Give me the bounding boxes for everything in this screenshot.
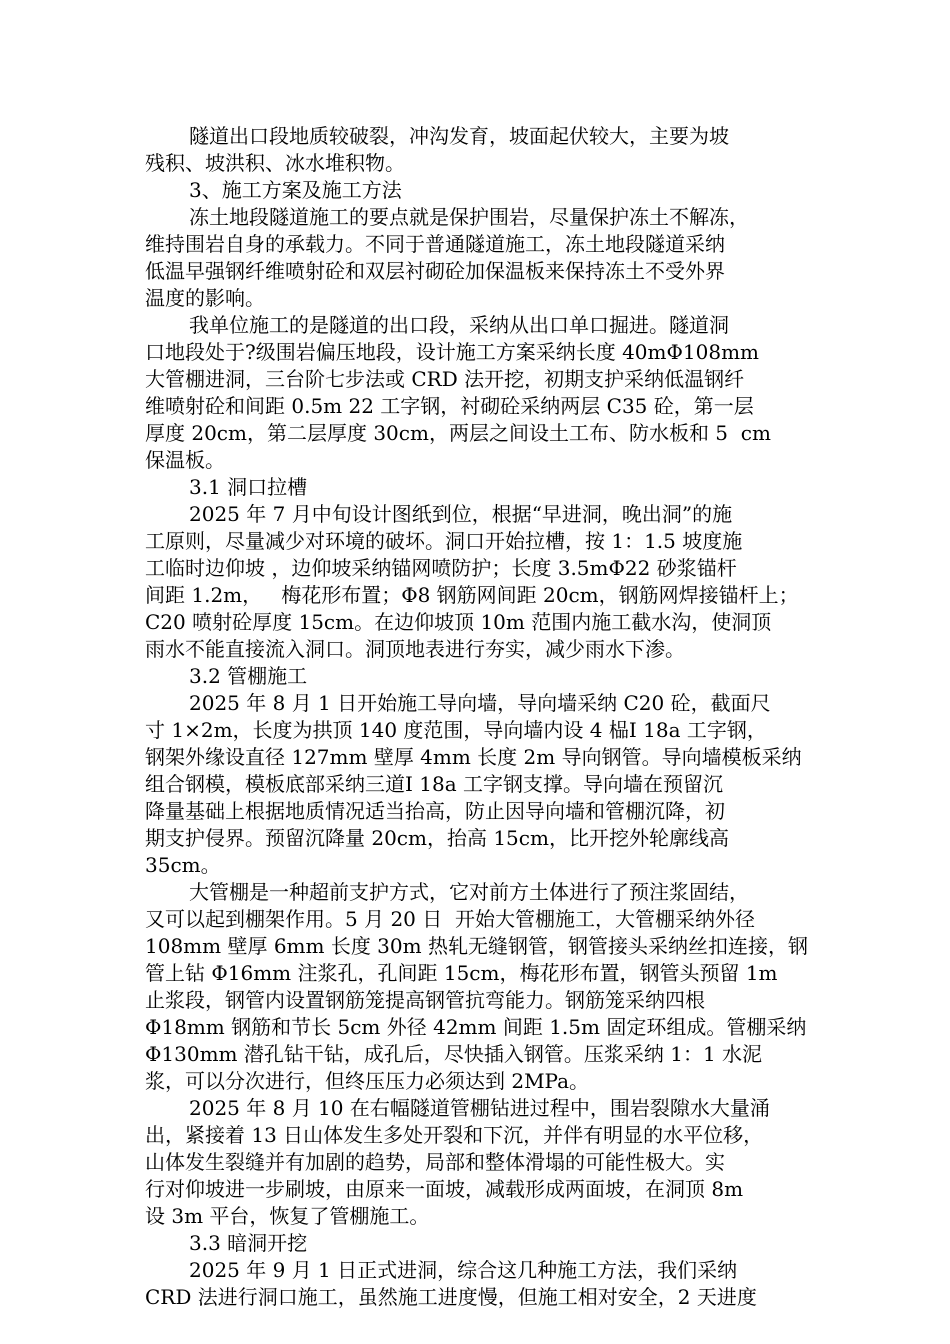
text-line: 山体发生裂缝并有加剧的趋势，局部和整体滑塌的可能性极大。实	[145, 1150, 725, 1174]
text-line: Φ18mm 钢筋和节长 5cm 外径 42mm 间距 1.5m 固定环组成。管棚采纳	[145, 1015, 807, 1039]
text-line: 钢架外缘设直径 127mm 壁厚 4mm 长度 2m 导向钢管。导向墙模板采纳	[145, 745, 802, 769]
text-line: 35cm。	[145, 853, 221, 877]
text-line: 降量基础上根据地质情况适当抬高，防止因导向墙和管棚沉降，初	[145, 799, 725, 823]
text-line: Φ130mm 潜孔钻干钻，成孔后，尽快插入钢管。压浆采纳 1：1 水泥	[145, 1042, 763, 1066]
text-line: 厚度 20cm，第二层厚度 30cm，两层之间设土工布、防水板和 5 cm	[145, 421, 771, 445]
text-line: 工临时边仰坡 ，边仰坡采纳锚网喷防护；长度 3.5mΦ22 砂浆锚杆	[145, 556, 737, 580]
text-line: 寸 1×2m，长度为拱顶 140 度范围，导向墙内设 4 榀Ⅰ 18a 工字钢，	[145, 718, 767, 742]
section-heading: 3、施工方案及施工方法	[189, 178, 402, 202]
text-line: 管上钻 Φ16mm 注浆孔，孔间距 15cm，梅花形布置，钢管头预留 1m	[145, 961, 778, 985]
section-heading: 3.3 暗洞开挖	[189, 1231, 308, 1255]
text-line: 残积、坡洪积、冰水堆积物。	[145, 151, 405, 175]
text-line: 止浆段，钢管内设置钢筋笼提高钢管抗弯能力。钢筋笼采纳四根	[145, 988, 705, 1012]
text-line: 维喷射砼和间距 0.5m 22 工字钢，衬砌砼采纳两层 C35 砼，第一层	[145, 394, 754, 418]
text-line: 温度的影响。	[145, 286, 265, 310]
text-line: 设 3m 平台，恢复了管棚施工。	[145, 1204, 430, 1228]
text-line: 2025 年 8 月 10 在右幅隧道管棚钻进过程中，围岩裂隙水大量涌	[189, 1096, 770, 1120]
text-line: 2025 年 7 月中旬设计图纸到位，根据“早进洞，晚出洞”的施	[189, 502, 733, 526]
section-heading: 3.2 管棚施工	[189, 664, 308, 688]
text-line: 保温板。	[145, 448, 225, 472]
text-line: 工原则，尽量减少对环境的破坏。洞口开始拉槽，按 1：1.5 坡度施	[145, 529, 743, 553]
text-line: 维持围岩自身的承载力。不同于普通隧道施工，冻土地段隧道采纳	[145, 232, 725, 256]
text-line: 108mm 壁厚 6mm 长度 30m 热轧无缝钢管，钢管接头采纳丝扣连接，钢	[145, 934, 808, 958]
text-line: 又可以起到棚架作用。5 月 20 日 开始大管棚施工，大管棚采纳外径	[145, 907, 755, 931]
text-line: 雨水不能直接流入洞口。洞顶地表进行夯实，减少雨水下渗。	[145, 637, 685, 661]
text-line: 2025 年 8 月 1 日开始施工导向墙，导向墙采纳 C20 砼，截面尺	[189, 691, 771, 715]
text-line: 行对仰坡进一步刷坡，由原来一面坡，减载形成两面坡，在洞顶 8m	[145, 1177, 744, 1201]
text-line: 出，紧接着 13 日山体发生多处开裂和下沉，并伴有明显的水平位移，	[145, 1123, 764, 1147]
section-heading: 3.1 洞口拉槽	[189, 475, 308, 499]
text-line: 大管棚进洞，三台阶七步法或 CRD 法开挖，初期支护采纳低温钢纤	[145, 367, 745, 391]
text-line: CRD 法进行洞口施工，虽然施工进度慢，但施工相对安全，2 天进度	[145, 1285, 757, 1309]
text-line: C20 喷射砼厚度 15cm。在边仰坡顶 10m 范围内施工截水沟，使洞顶	[145, 610, 772, 634]
text-line: 间距 1.2m， 梅花形布置；Φ8 钢筋网间距 20cm，钢筋网焊接锚杆上；	[145, 583, 799, 607]
text-line: 期支护侵界。预留沉降量 20cm，抬高 15cm，比开挖外轮廓线高	[145, 826, 729, 850]
text-line: 低温早强钢纤维喷射砼和双层衬砌砼加保温板来保持冻土不受外界	[145, 259, 725, 283]
text-line: 口地段处于?级围岩偏压地段，设计施工方案采纳长度 40mΦ108mm	[145, 340, 759, 364]
text-line: 冻土地段隧道施工的要点就是保护围岩，尽量保护冻土不解冻，	[189, 205, 749, 229]
text-line: 大管棚是一种超前支护方式，它对前方土体进行了预注浆固结，	[189, 880, 749, 904]
text-line: 我单位施工的是隧道的出口段，采纳从出口单口掘进。隧道洞	[189, 313, 729, 337]
text-line: 浆，可以分次进行，但终压压力必须达到 2MPa。	[145, 1069, 590, 1093]
text-line: 组合钢模，模板底部采纳三道Ⅰ 18a 工字钢支撑。导向墙在预留沉	[145, 772, 723, 796]
text-line: 2025 年 9 月 1 日正式进洞，综合这几种施工方法，我们采纳	[189, 1258, 738, 1282]
text-line: 隧道出口段地质较破裂，冲沟发育，坡面起伏较大，主要为坡	[189, 124, 729, 148]
